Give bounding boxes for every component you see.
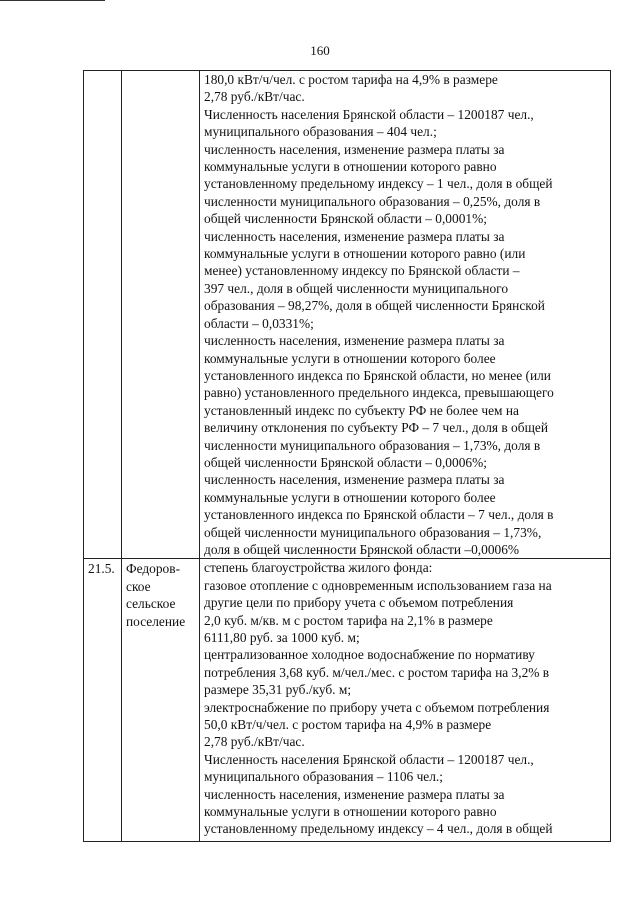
row-number-cell [84, 71, 122, 559]
text-line: электроснабжение по прибору учета с объемом потребления [204, 699, 550, 715]
settlement-name-line: поселение [126, 613, 186, 629]
text-line: величину отклонения по субъекту РФ – 7 чел., доля в общей [204, 420, 548, 436]
text-line: равно) установленного предельного индекса, превышающего [204, 385, 554, 401]
text-line: численности муниципального образования – 0,25%, доля в [204, 193, 541, 209]
top-rule [0, 0, 105, 1]
description-cell [200, 71, 611, 559]
text-line: численность населения, изменение размера платы за [204, 786, 505, 802]
text-line: коммунальные услуги в отношении которого более [204, 489, 496, 505]
text-line: степень благоустройства жилого фонда: [204, 560, 433, 576]
text-line: 2,78 руб./кВт/час. [204, 734, 305, 750]
text-line: установленному предельному индексу – 4 чел., доля в общей [204, 821, 553, 837]
settlement-name-cell [122, 71, 200, 559]
text-line: области – 0,0331%; [204, 315, 314, 331]
text-line: численность населения, изменение размера платы за [204, 333, 505, 349]
text-line: муниципального образования – 404 чел.; [204, 124, 437, 140]
text-line: численность населения, изменение размера платы за [204, 228, 505, 244]
text-line: коммунальные услуги в отношении которого равно [204, 804, 497, 820]
text-line: установленному предельному индексу – 1 чел., доля в общей [204, 176, 553, 192]
description-cell [200, 559, 611, 842]
text-line: менее) установленному индексу по Брянской области – [204, 263, 520, 279]
text-line: размере 35,31 руб./куб. м; [204, 682, 352, 698]
settlement-name-cell [122, 559, 200, 842]
text-line: 50,0 кВт/ч/чел. с ростом тарифа на 4,9% в размере [204, 717, 492, 733]
text-line: Численность населения Брянской области – 1200187 чел., [204, 751, 534, 767]
text-line: общей численности Брянской области – 0,0001%; [204, 211, 487, 227]
text-line: установленного индекса по Брянской области, но менее (или [204, 367, 551, 383]
text-line: численность населения, изменение размера платы за [204, 141, 505, 157]
text-line: численность населения, изменение размера платы за [204, 472, 505, 488]
text-line: доля в общей численности Брянской области –0,0006% [204, 541, 520, 557]
text-line: коммунальные услуги в отношении которого равно [204, 159, 497, 175]
text-line: муниципального образования – 1106 чел.; [204, 769, 443, 785]
text-line: Численность населения Брянской области – 1200187 чел., [204, 106, 534, 122]
text-line: другие цели по прибору учета с объемом потребления [204, 595, 514, 611]
text-line: установленный индекс по субъекту РФ не более чем на [204, 402, 519, 418]
text-line: 2,78 руб./кВт/час. [204, 89, 305, 105]
settlement-name-line: Федоров- [126, 561, 181, 577]
text-line: 397 чел., доля в общей численности муниципального [204, 280, 509, 296]
text-line: общей численности Брянской области – 0,0006%; [204, 454, 487, 470]
text-line: газовое отопление с одновременным использованием газа на [204, 577, 552, 593]
text-line: 6111,80 руб. за 1000 куб. м; [204, 630, 360, 645]
document-table [83, 70, 611, 842]
text-line: общей численности муниципального образования – 1,73%, [204, 524, 542, 540]
text-line: 180,0 кВт/ч/чел. с ростом тарифа на 4,9% в размере [204, 72, 498, 87]
table-row [84, 71, 611, 559]
text-line: потребления 3,68 куб. м/чел./мес. с ростом тарифа на 3,2% в [204, 664, 550, 680]
text-line: численности муниципального образования – 1,73%, доля в [204, 437, 541, 453]
text-line: коммунальные услуги в отношении которого равно (или [204, 246, 526, 262]
settlement-name-line: сельское [126, 596, 176, 612]
text-line: 2,0 куб. м/кв. м с ростом тарифа на 2,1% в размере [204, 612, 493, 628]
settlement-name-line: ское [126, 578, 151, 594]
row-number-cell: 21.5. [84, 559, 122, 842]
text-line: коммунальные услуги в отношении которого более [204, 350, 496, 366]
table-row [84, 559, 611, 842]
text-line: образования – 98,27%, доля в общей численности Брянской [204, 298, 545, 314]
text-line: установленного индекса по Брянской области – 7 чел., доля в [204, 507, 554, 523]
text-line: централизованное холодное водоснабжение по нормативу [204, 647, 535, 663]
page-number: 160 [310, 43, 330, 58]
